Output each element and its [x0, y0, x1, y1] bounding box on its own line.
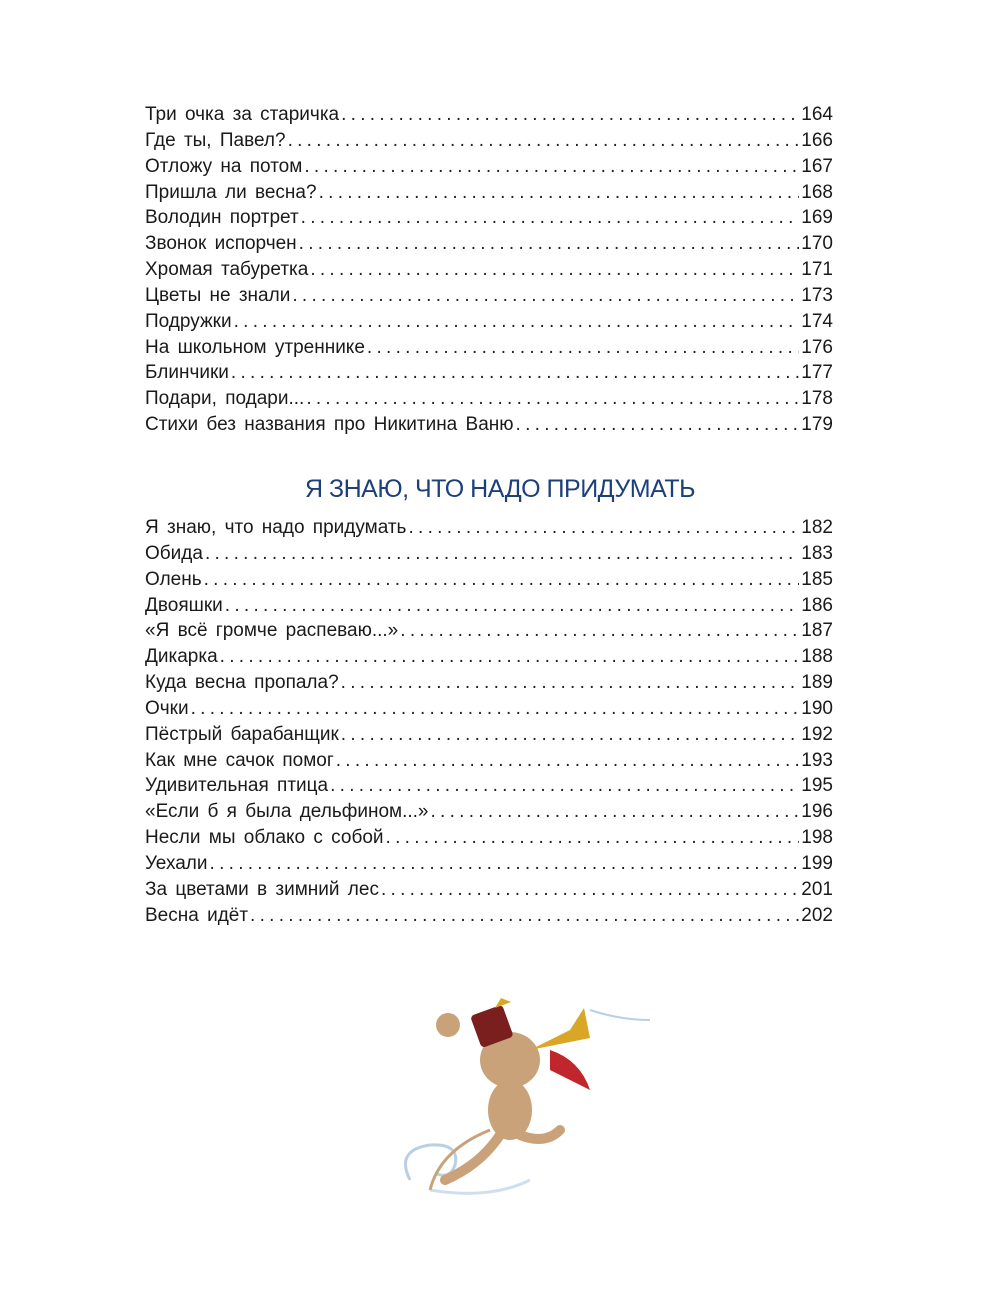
- section-heading: Я ЗНАЮ, ЧТО НАДО ПРИДУМАТЬ: [305, 475, 695, 503]
- dot-leader: [220, 644, 800, 670]
- entry-title: За цветами в зимний лес: [145, 878, 379, 900]
- toc-entry[interactable]: [145, 799, 833, 825]
- entry-page: 179: [801, 414, 833, 436]
- entry-page: 202: [801, 904, 833, 926]
- dot-leader: [386, 825, 800, 851]
- entry-page: 187: [801, 620, 833, 642]
- dot-leader: [231, 360, 799, 386]
- entry-page: 201: [801, 878, 833, 900]
- toc-entry[interactable]: [145, 748, 833, 774]
- entry-page: 192: [801, 723, 833, 745]
- entry-title: Стихи без названия про Никитина Ваню: [145, 414, 514, 436]
- entry-page: 166: [801, 129, 833, 151]
- dot-leader: [341, 722, 800, 748]
- entry-title: Олень: [145, 568, 202, 590]
- entry-page: 189: [801, 672, 833, 694]
- dot-leader: [430, 799, 799, 825]
- toc-entry[interactable]: [145, 851, 833, 877]
- toc-entry[interactable]: [145, 670, 833, 696]
- dot-leader: [191, 696, 800, 722]
- entry-page: 188: [801, 646, 833, 668]
- entry-page: 170: [801, 233, 833, 255]
- entry-page: 173: [801, 284, 833, 306]
- dot-leader: [210, 851, 800, 877]
- entry-title: Дикарка: [145, 646, 218, 668]
- toc-entry[interactable]: [145, 877, 833, 903]
- dot-leader: [408, 515, 799, 541]
- entry-title: Володин портрет: [145, 207, 299, 229]
- entry-page: 198: [801, 827, 833, 849]
- entry-title: Весна идёт: [145, 904, 249, 926]
- toc-entry[interactable]: [145, 154, 833, 180]
- dot-leader: [336, 748, 800, 774]
- entry-page: 196: [801, 801, 833, 823]
- toc-entry[interactable]: [145, 593, 833, 619]
- entry-title: Уехали: [145, 852, 208, 874]
- dot-leader: [306, 386, 799, 412]
- dot-leader: [400, 618, 799, 644]
- toc-entry[interactable]: [145, 644, 833, 670]
- entry-title: Отложу на потом: [145, 155, 303, 177]
- toc-entry[interactable]: [145, 128, 833, 154]
- entry-title: Подружки: [145, 310, 232, 332]
- entry-title: Как мне сачок помог: [145, 749, 334, 771]
- entry-title: Пёстрый барабанщик: [145, 723, 339, 745]
- dot-leader: [381, 877, 799, 903]
- mouse-trumpeter-illustration: [390, 990, 660, 1210]
- toc-entry[interactable]: [145, 283, 833, 309]
- entry-page: 168: [801, 181, 833, 203]
- dot-leader: [301, 205, 800, 231]
- entry-page: 199: [801, 852, 833, 874]
- toc-entry[interactable]: [145, 205, 833, 231]
- toc-entry[interactable]: [145, 180, 833, 206]
- entry-page: 190: [801, 697, 833, 719]
- toc-entry[interactable]: [145, 515, 833, 541]
- toc-section-2: [145, 515, 833, 929]
- dot-leader: [319, 180, 800, 206]
- entry-page: 176: [801, 336, 833, 358]
- toc-section-1: [145, 102, 833, 438]
- dot-leader: [330, 773, 799, 799]
- entry-title: Три очка за старичка: [145, 104, 340, 125]
- entry-page: 167: [801, 155, 833, 177]
- dot-leader: [288, 128, 800, 154]
- dot-leader: [225, 593, 800, 619]
- entry-page: 178: [801, 388, 833, 410]
- entry-title: Двояшки: [145, 594, 223, 616]
- dot-leader: [299, 231, 800, 257]
- entry-title: Куда весна пропала?: [145, 672, 339, 694]
- dot-leader: [205, 541, 799, 567]
- toc-entry[interactable]: [145, 618, 833, 644]
- toc-entry[interactable]: [145, 541, 833, 567]
- entry-page: 169: [801, 207, 833, 229]
- dot-leader: [204, 567, 800, 593]
- dot-leader: [310, 257, 799, 283]
- toc-entry[interactable]: [145, 102, 833, 128]
- toc-entry[interactable]: [145, 335, 833, 361]
- toc-entry[interactable]: [145, 722, 833, 748]
- entry-page: 174: [801, 310, 833, 332]
- entry-title: Я знаю, что надо придумать: [145, 517, 407, 538]
- entry-title: Несли мы облако с собой: [145, 827, 384, 849]
- toc-entry[interactable]: [145, 696, 833, 722]
- toc-entry[interactable]: [145, 825, 833, 851]
- entry-title: Подари, подари...: [145, 388, 305, 410]
- entry-title: Очки: [145, 697, 189, 719]
- toc-entry[interactable]: [145, 386, 833, 412]
- entry-title: На школьном утреннике: [145, 336, 365, 358]
- entry-title: Звонок испорчен: [145, 233, 297, 255]
- dot-leader: [250, 903, 799, 929]
- dot-leader: [341, 670, 800, 696]
- entry-title: Пришла ли весна?: [145, 181, 317, 203]
- entry-title: Блинчики: [145, 362, 229, 384]
- dot-leader: [304, 154, 799, 180]
- entry-page: 177: [801, 362, 833, 384]
- entry-title: Где ты, Павел?: [145, 129, 286, 151]
- toc-entry[interactable]: [145, 257, 833, 283]
- entry-page: 185: [801, 568, 833, 590]
- dot-leader: [367, 335, 799, 361]
- dot-leader: [341, 102, 799, 128]
- entry-page: 164: [801, 104, 833, 125]
- entry-page: 182: [801, 517, 833, 538]
- entry-title: «Если б я была дельфином...»: [145, 801, 429, 823]
- entry-page: 186: [801, 594, 833, 616]
- entry-title: Цветы не знали: [145, 284, 291, 306]
- toc-entry[interactable]: [145, 412, 833, 438]
- toc-entry[interactable]: [145, 309, 833, 335]
- toc-entry[interactable]: [145, 360, 833, 386]
- dot-leader: [516, 412, 800, 438]
- entry-page: 183: [801, 542, 833, 564]
- entry-title: Удивительная птица: [145, 775, 329, 797]
- toc-entry[interactable]: [145, 567, 833, 593]
- toc-entry[interactable]: [145, 773, 833, 799]
- toc-entry[interactable]: [145, 231, 833, 257]
- entry-title: Обида: [145, 542, 203, 564]
- toc-entry[interactable]: [145, 903, 833, 929]
- dot-leader: [234, 309, 800, 335]
- entry-page: 193: [801, 749, 833, 771]
- entry-title: «Я всё громче распеваю...»: [145, 620, 399, 642]
- entry-title: Хромая табуретка: [145, 259, 309, 281]
- dot-leader: [292, 283, 799, 309]
- entry-page: 171: [801, 259, 833, 281]
- entry-page: 195: [801, 775, 833, 797]
